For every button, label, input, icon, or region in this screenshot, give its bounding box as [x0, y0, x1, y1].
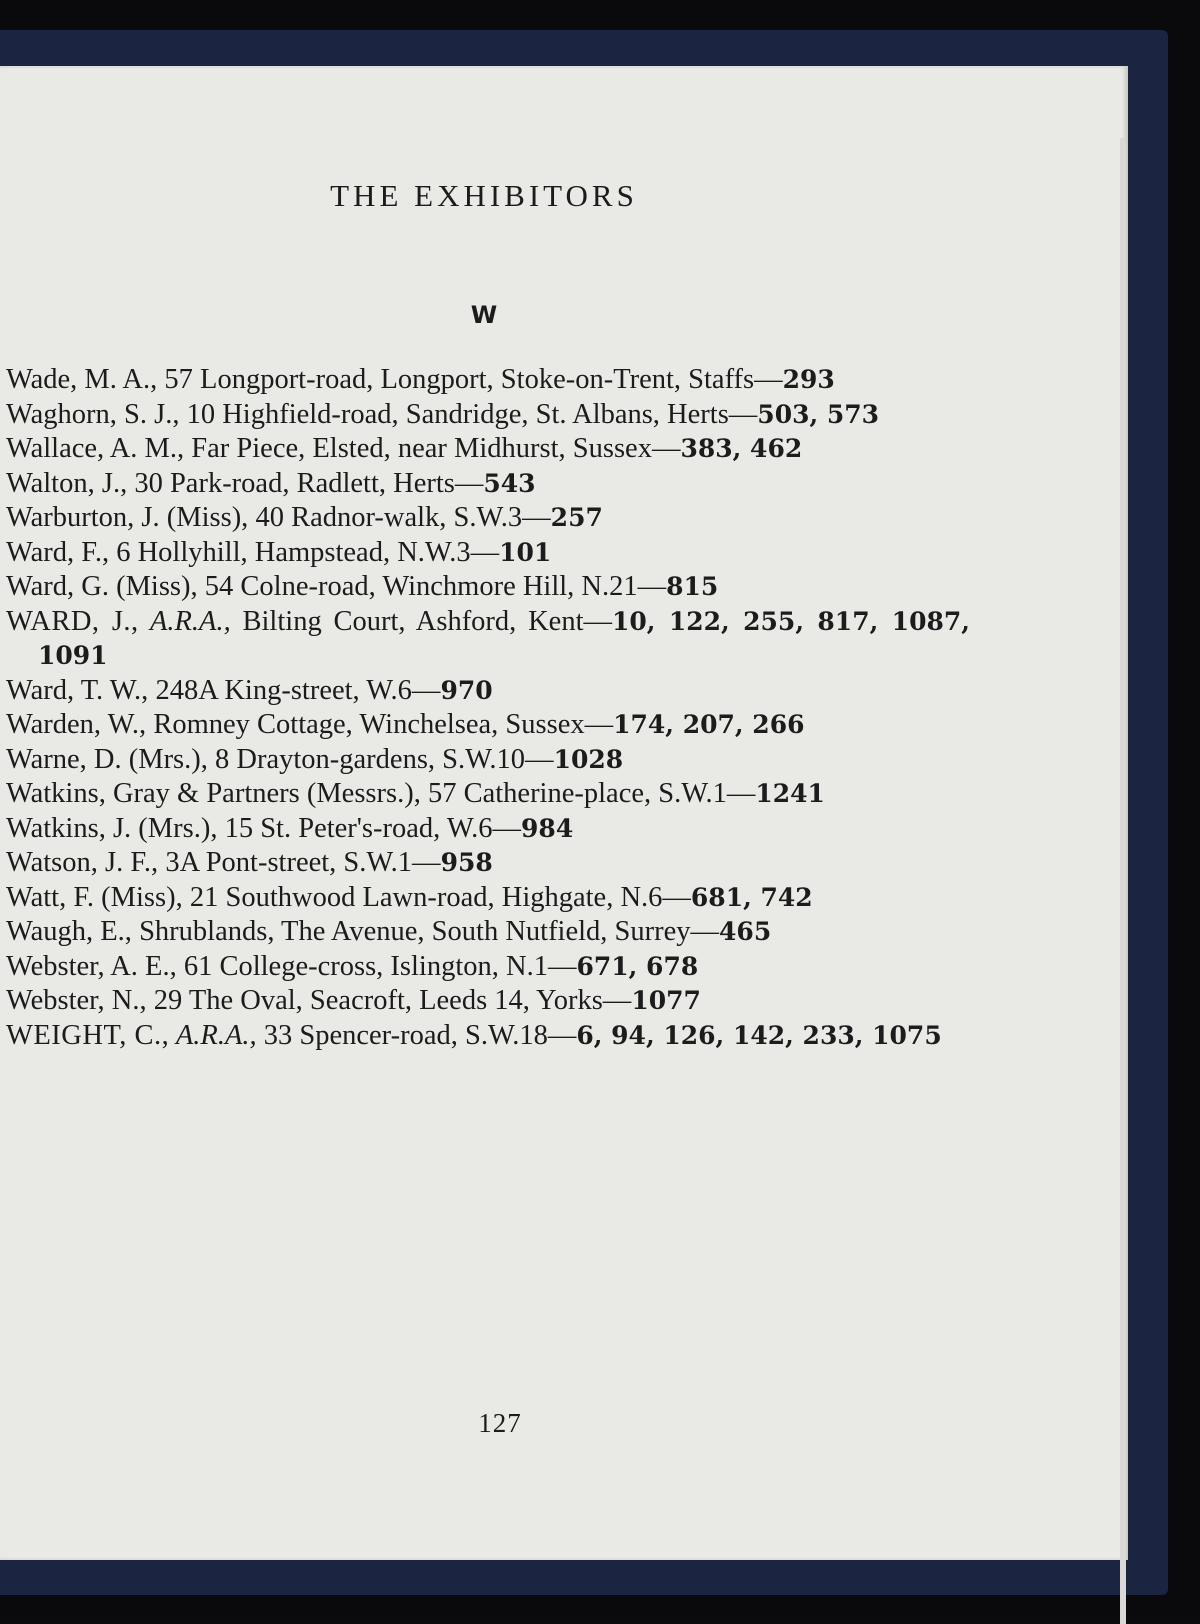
exhibitor-honour: A.R.A.,: [169, 1019, 257, 1051]
exhibitor-entry: [6, 777, 970, 812]
exhibitor-name: Ward, G. (Miss),: [6, 571, 198, 602]
exhibitor-entry: [6, 501, 970, 536]
exhibitor-address: 61 College-cross, Islington, N.1—: [176, 950, 577, 982]
exhibitor-entry: [6, 984, 970, 1019]
exhibitor-address: 3A Pont-street, S.W.1—: [158, 847, 441, 878]
exhibitor-entry: [6, 432, 970, 467]
exhibit-numbers: 174, 207, 266: [613, 710, 805, 739]
exhibit-numbers: 1241: [755, 779, 825, 808]
exhibitor-name: WARD, J.,: [6, 605, 139, 637]
exhibitor-name: Watson, J. F.,: [6, 847, 159, 878]
exhibitor-name: Watkins, Gray & Partners (Messrs.),: [6, 778, 421, 809]
exhibitor-address: 30 Park-road, Radlett, Herts—: [127, 467, 484, 499]
exhibit-numbers: 465: [719, 917, 772, 946]
exhibit-numbers: 503, 573: [757, 399, 880, 429]
exhibitor-address: Romney Cottage, Winchelsea, Sussex—: [146, 709, 614, 740]
page-heading: THE EXHIBITORS: [330, 178, 638, 213]
exhibitor-name: Webster, N.,: [6, 985, 147, 1016]
exhibit-numbers: 101: [499, 537, 552, 567]
exhibitor-name: Watt, F. (Miss),: [6, 881, 183, 913]
exhibitor-name: Ward, F.,: [6, 536, 110, 568]
exhibitor-address: 40 Radnor-walk, S.W.3—: [248, 502, 551, 533]
exhibitor-address: 8 Drayton-gardens, S.W.10—: [207, 743, 554, 775]
exhibitor-address: 29 The Oval, Seacroft, Leeds 14, Yorks—: [146, 985, 632, 1016]
exhibitor-name: Walton, J.,: [6, 467, 128, 499]
exhibitor-entry: [6, 708, 970, 743]
exhibitor-address: 54 Colne-road, Winchmore Hill, N.21—: [197, 571, 667, 602]
exhibitor-entry: [6, 467, 970, 502]
exhibitor-entry: [6, 570, 970, 605]
exhibitor-address: 6 Hollyhill, Hampstead, N.W.3—: [109, 536, 500, 568]
exhibitor-name: Waugh, E.,: [6, 916, 132, 947]
exhibit-numbers: 1077: [631, 986, 701, 1015]
exhibitor-name: Wallace, A. M.,: [6, 433, 185, 464]
section-letter: W: [470, 301, 498, 329]
exhibit-numbers: 10, 122, 255, 817, 1087, 1091: [38, 606, 970, 670]
exhibitor-entry: [6, 950, 970, 985]
exhibit-numbers: 958: [440, 848, 493, 877]
exhibit-numbers: 984: [521, 813, 574, 843]
exhibitor-entry: [6, 812, 970, 847]
exhibit-numbers: 6, 94, 126, 142, 233, 1075: [576, 1020, 942, 1050]
exhibit-numbers: 257: [550, 503, 603, 532]
exhibit-numbers: 671, 678: [576, 951, 699, 981]
exhibitor-name: Wade, M. A.,: [6, 364, 158, 395]
exhibit-numbers: 1028: [553, 744, 624, 774]
exhibit-numbers: 543: [483, 468, 536, 498]
exhibitor-name: Watkins, J. (Mrs.),: [6, 812, 218, 844]
exhibitor-address: 15 St. Peter's-road, W.6—: [217, 812, 522, 844]
exhibitor-address: 21 Southwood Lawn-road, Highgate, N.6—: [182, 881, 691, 913]
exhibitor-entry: [6, 846, 970, 881]
exhibit-numbers: 681, 742: [690, 882, 813, 912]
exhibitor-address: Far Piece, Elsted, near Midhurst, Sussex—: [184, 433, 681, 464]
exhibitor-entry: [6, 398, 970, 433]
exhibitor-address: 33 Spencer-road, S.W.18—: [256, 1019, 577, 1051]
exhibitor-name: Warburton, J. (Miss),: [6, 502, 249, 533]
exhibitor-address: 57 Catherine-place, S.W.1—: [420, 778, 756, 809]
exhibitor-name: Warne, D. (Mrs.),: [6, 743, 208, 775]
exhibit-numbers: 815: [666, 572, 719, 601]
exhibit-numbers: 383, 462: [680, 434, 803, 463]
exhibitor-list: [6, 363, 970, 1053]
exhibitor-address: Bilting Court, Ashford, Kent—: [230, 605, 612, 637]
exhibitor-address: 248A King-street, W.6—: [148, 674, 441, 706]
exhibitor-entry: [6, 1019, 970, 1054]
exhibitor-name: Webster, A. E.,: [6, 950, 177, 982]
exhibitor-entry: [6, 536, 970, 571]
exhibit-numbers: 293: [782, 365, 835, 394]
exhibitor-address: 57 Longport-road, Longport, Stoke-on-Trent, Staffs—: [157, 364, 783, 395]
exhibitor-name: Waghorn, S. J.,: [6, 398, 180, 430]
exhibitor-entry: [6, 363, 970, 398]
exhibitor-name: WEIGHT, C.,: [6, 1019, 170, 1051]
page-number: 127: [478, 1408, 522, 1438]
exhibitor-entry: [6, 915, 970, 950]
exhibitor-entry: [6, 881, 970, 916]
exhibitor-address: Shrublands, The Avenue, South Nutfield, Surrey—: [131, 916, 720, 947]
exhibitor-name: Ward, T. W.,: [6, 674, 149, 706]
exhibitor-entry: [6, 674, 970, 709]
exhibit-numbers: 970: [440, 675, 493, 705]
exhibitor-name: Warden, W.,: [6, 709, 147, 740]
page-edge: [1120, 138, 1126, 1624]
exhibitor-address: 10 Highfield-road, Sandridge, St. Albans, Herts—: [179, 398, 758, 430]
exhibitor-honour: A.R.A.,: [138, 605, 231, 637]
exhibitor-entry: [6, 743, 970, 778]
exhibitor-entry: [6, 605, 970, 674]
